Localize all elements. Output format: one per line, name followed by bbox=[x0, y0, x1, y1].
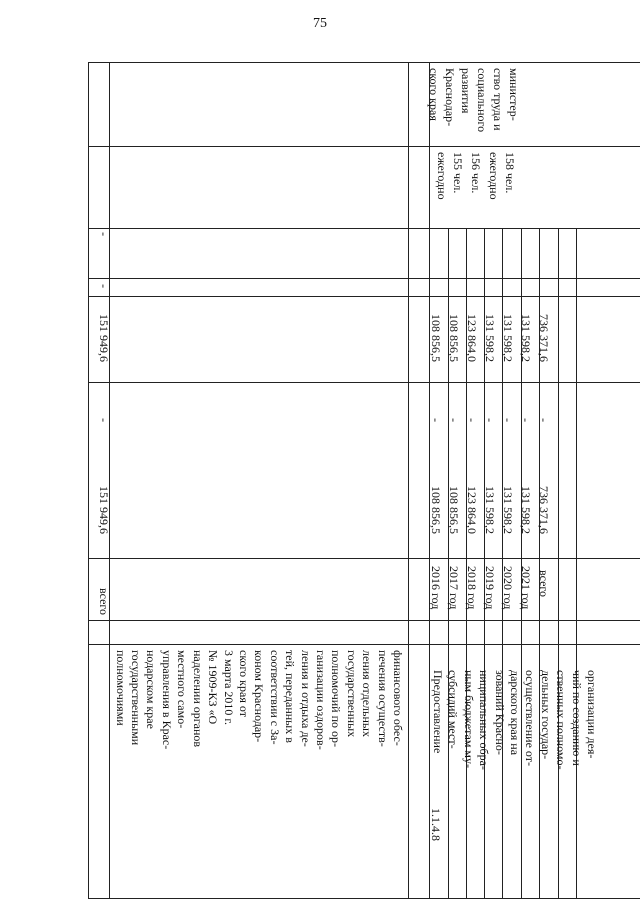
year-regional-text: 131 598,2 bbox=[501, 314, 515, 362]
ministry-line: социального bbox=[475, 68, 489, 133]
ministry-line: ского края bbox=[427, 68, 441, 121]
sum-label-text: всего bbox=[537, 570, 551, 598]
year-total-text: 131 598,2 bbox=[501, 486, 515, 534]
year-federal-text: - bbox=[465, 418, 479, 422]
year-total-text: 108 856,5 bbox=[447, 486, 461, 534]
desc-line: наделении органов bbox=[190, 650, 205, 748]
year-label-text: 2019 год bbox=[483, 566, 497, 610]
year-label-text: 2018 год bbox=[465, 566, 479, 610]
desc-line: нодарском крае bbox=[144, 650, 159, 729]
result-line-text: 156 чел. bbox=[469, 152, 483, 194]
item-text-line-text: зований Красно- bbox=[492, 670, 507, 755]
desc-line: управления в Крас- bbox=[159, 650, 174, 750]
desc-line: № 1909-КЗ «О bbox=[206, 650, 221, 725]
desc-line: тей, переданных в bbox=[283, 650, 298, 743]
result-line-text: 158 чел. bbox=[503, 152, 517, 194]
dash-text: - bbox=[97, 284, 111, 288]
year-label-text: 2021 год bbox=[519, 566, 533, 610]
desc-line: соответствии с За- bbox=[267, 650, 282, 745]
year-label-text: 2017 год bbox=[447, 566, 461, 610]
result-line-text: 155 чел. bbox=[451, 152, 465, 194]
desc-line: ского края от bbox=[236, 650, 251, 717]
desc-line: коном Краснодар- bbox=[252, 650, 267, 743]
dash-text: - bbox=[97, 418, 111, 422]
ministry-line: ство труда и bbox=[491, 68, 505, 131]
year-regional-text: 108 856,5 bbox=[447, 314, 461, 362]
item-text-line-text: дарского края на bbox=[508, 670, 522, 756]
desc-line: ления отдельных bbox=[360, 650, 375, 737]
dash-text: - bbox=[97, 232, 111, 236]
sum-federal-text: - bbox=[537, 418, 551, 422]
year-total-text: 123 864,0 bbox=[465, 486, 479, 534]
result-line-text: ежегодно bbox=[487, 152, 501, 200]
item-text-line-text: дельных государ- bbox=[538, 670, 553, 760]
desc-line: ления и отдыха де- bbox=[298, 650, 313, 747]
year-label-text: 2020 год bbox=[501, 566, 515, 610]
year-federal-text: - bbox=[429, 418, 443, 422]
year-regional-text: 131 598,2 bbox=[519, 314, 533, 362]
desc-line: полномочиями bbox=[113, 650, 128, 726]
item-text-line-text: осуществление от- bbox=[523, 670, 538, 766]
sum-total-text: 736 371,6 bbox=[537, 486, 551, 534]
year-total-text: 131 598,2 bbox=[483, 486, 497, 534]
desc-line: печения осуществ- bbox=[375, 650, 390, 747]
desc-line: 3 марта 2010 г. bbox=[221, 650, 236, 725]
item-text-line-text: организации дея- bbox=[585, 670, 599, 759]
main-total-label-text: всего bbox=[97, 588, 111, 616]
item-text-line-text: Предоставление bbox=[431, 670, 445, 754]
year-total-text: 108 856,5 bbox=[429, 486, 443, 534]
year-total-text: 131 598,2 bbox=[519, 486, 533, 534]
year-regional-text: 108 856,5 bbox=[429, 314, 443, 362]
desc-line: государственными bbox=[129, 650, 144, 746]
ministry-line: министер- bbox=[507, 68, 521, 121]
item-text-line-text: ниципальных обра- bbox=[477, 670, 492, 770]
item-text-line-text: субсидий мест- bbox=[446, 670, 461, 749]
item-text-line-text: чий по созданию и bbox=[569, 670, 584, 766]
year-federal-text: - bbox=[501, 418, 515, 422]
item-text-line-text: ственных полномо- bbox=[554, 670, 569, 770]
desc-line: ганизации оздоров- bbox=[313, 650, 328, 750]
year-federal-text: - bbox=[483, 418, 497, 422]
year-label-text: 2016 год bbox=[429, 566, 443, 610]
item-text-line-text: ным бюджетам му- bbox=[461, 670, 476, 769]
year-regional-text: 123 864,0 bbox=[465, 314, 479, 362]
ministry-line: Краснодар- bbox=[443, 68, 457, 127]
main-total-value-text: 151 949,6 bbox=[97, 486, 111, 534]
year-federal-text: - bbox=[447, 418, 461, 422]
sum-regional-text: 736 371,6 bbox=[537, 314, 551, 362]
main-total-value-text: 151 949,6 bbox=[97, 314, 111, 362]
desc-line: финансового обес- bbox=[391, 650, 405, 746]
year-federal-text: - bbox=[519, 418, 533, 422]
item-id-text: 1.1.4.8 bbox=[429, 808, 443, 841]
desc-line: полномочий по ор- bbox=[329, 650, 344, 748]
desc-line: государственных bbox=[344, 650, 359, 738]
ministry-line: развития bbox=[459, 68, 473, 114]
page-number: 75 bbox=[313, 16, 327, 31]
result-line-text: ежегодно bbox=[435, 152, 449, 200]
year-regional-text: 131 598,2 bbox=[483, 314, 497, 362]
desc-line: местного само- bbox=[175, 650, 190, 729]
